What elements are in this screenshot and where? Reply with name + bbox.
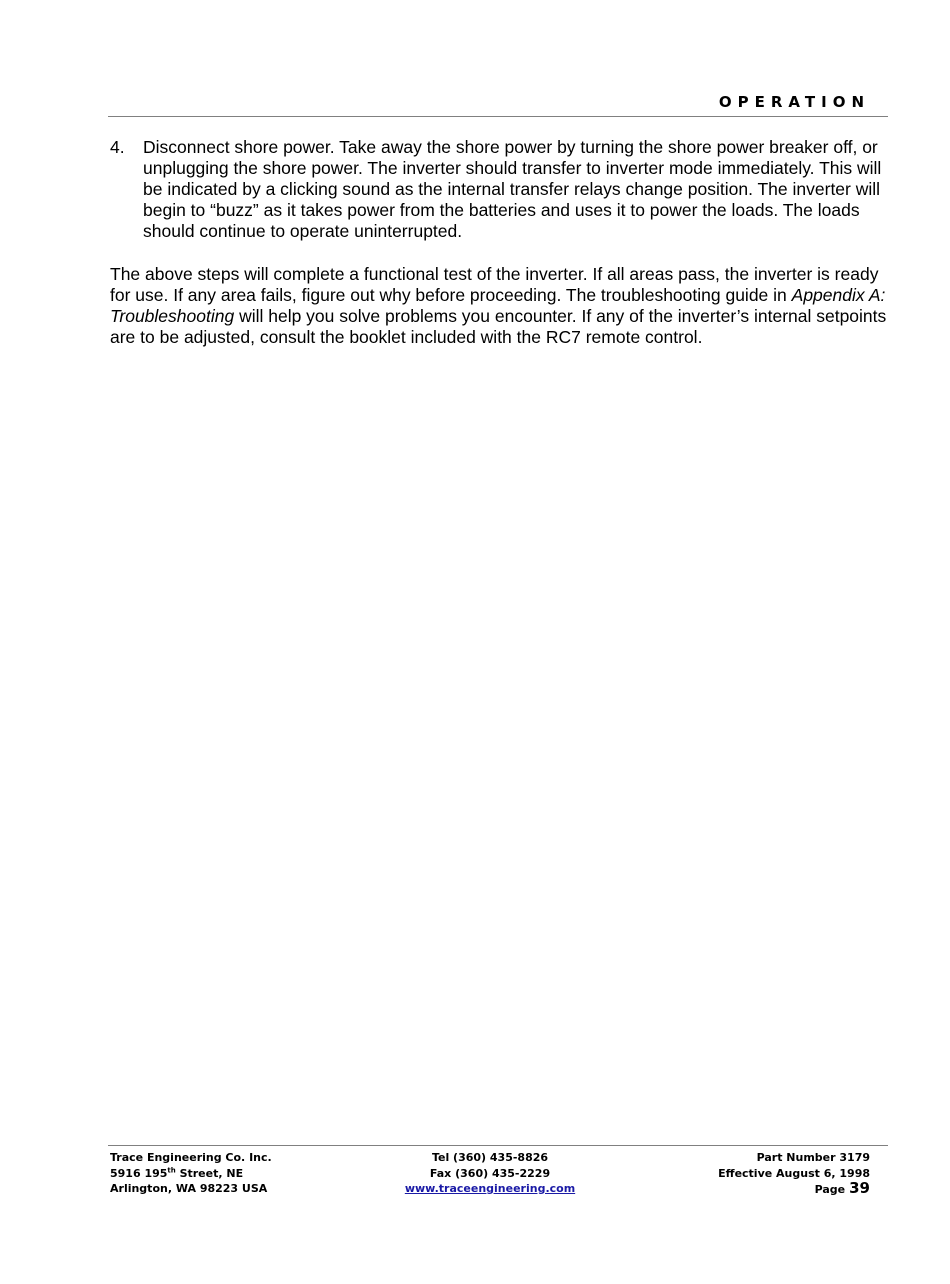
telephone: Tel (360) 435-8826 [431,1151,549,1164]
step-text: Disconnect shore power. Take away the shore power by turning the shore power breaker off, or unplugging the shore power. The inverter should transfer to inverter mode immediately. This will be indicated by a clicking sound as the internal transfer relays change position. The inverter will begin to “buzz” as it takes power from the batteries and uses it to power the loads. The loads should continue to operate uninterrupted. [143,137,882,241]
street-address [110,1166,272,1182]
city-address: Arlington, WA 98223 USA [110,1182,268,1195]
footer-divider [108,1145,888,1146]
footer-document-info [718,1150,870,1198]
page-number: 39 [849,1179,870,1197]
step-number: 4. [110,137,125,157]
paragraph-text-1: The above steps will complete a functional test of the inverter. If all areas pass, the inverter is ready for use. If any area fails, figure out why before proceeding. The troubleshooting guide in [110,264,879,305]
footer-contact [350,1150,630,1197]
appendix-reference: Appendix A: Troubleshooting [110,285,886,326]
page-indicator [718,1181,870,1198]
street-name: Street, NE [175,1166,244,1180]
page-content [110,137,890,348]
street-number: 5916 195 [110,1166,168,1180]
part-number: Part Number 3179 [756,1151,870,1164]
page-label: Page [814,1183,846,1196]
footer-address [110,1150,272,1197]
section-title: OPERATION [718,93,870,111]
header-divider [108,116,888,117]
paragraph-text-2: will help you solve problems you encounter. If any of the inverter’s internal setpoints are to be adjusted, consult the booklet included with the RC7 remote control. [110,306,887,347]
website-link[interactable]: www.traceengineering.com [404,1182,576,1195]
company-name: Trace Engineering Co. Inc. [110,1151,272,1164]
effective-date: Effective August 6, 1998 [718,1166,870,1180]
numbered-step [110,137,890,242]
summary-paragraph [110,264,890,348]
fax: Fax (360) 435-2229 [429,1166,551,1180]
street-suffix: th [167,1165,176,1174]
